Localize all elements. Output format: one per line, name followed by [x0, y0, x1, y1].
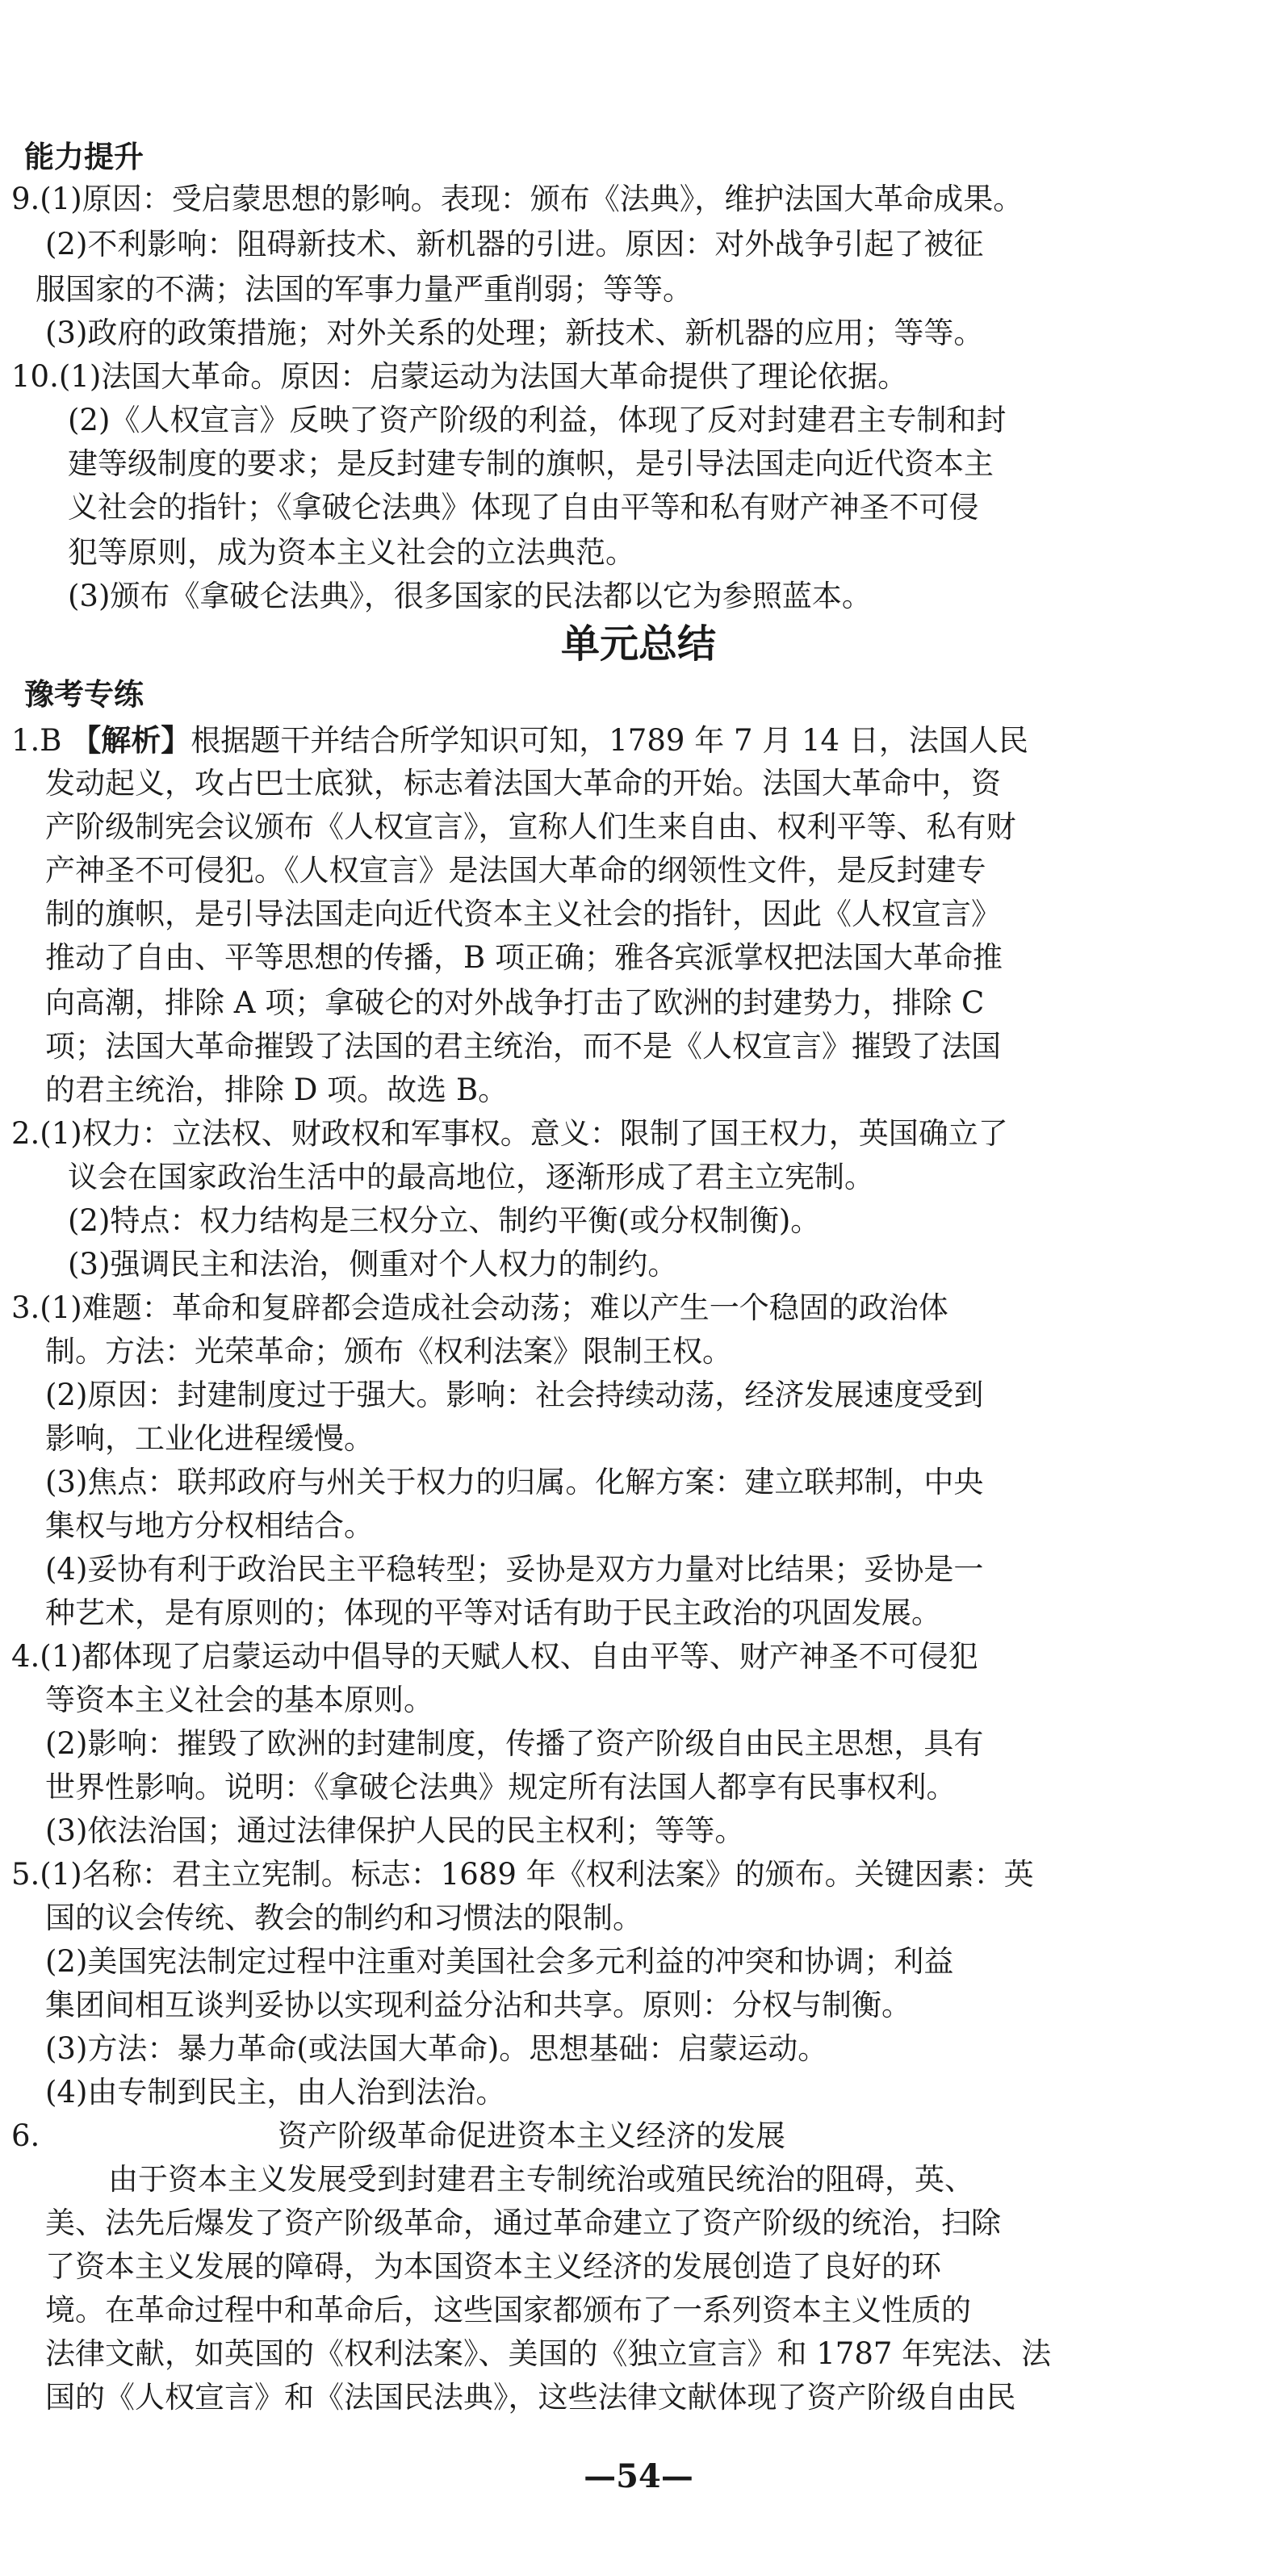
answer-line: 等资本主义社会的基本原则。 — [45, 1683, 433, 1717]
answer-line: (3)政府的政策措施；对外关系的处理；新技术、新机器的应用；等等。 — [45, 316, 984, 350]
answer-line: (2)不利影响：阻碍新技术、新机器的引进。原因：对外战争引起了被征 — [45, 227, 984, 261]
analysis-tag: 【解析】 — [71, 722, 191, 758]
answer-line: (2)《人权宣言》反映了资产阶级的利益，体现了反对封建君主专制和封 — [68, 403, 1007, 437]
answer-line: 义社会的指针；《拿破仑法典》体现了自由平等和私有财产神圣不可侵 — [68, 490, 979, 525]
answer-line: 美、法先后爆发了资产阶级革命，通过革命建立了资产阶级的统治，扫除 — [45, 2206, 1001, 2240]
page-number: —54— — [584, 2457, 693, 2495]
answer-line: 由于资本主义发展受到封建君主专制统治或殖民统治的阻碍，英、 — [108, 2162, 974, 2197]
answer-line: 种艺术，是有原则的；体现的平等对话有助于民主政治的巩固发展。 — [45, 1595, 941, 1630]
answer-line: (2)原因：封建制度过于强大。影响：社会持续动荡，经济发展速度受到 — [45, 1378, 984, 1412]
answer-line: 集权与地方分权相结合。 — [45, 1508, 374, 1543]
section-heading-henan-practice: 豫考专练 — [24, 677, 144, 712]
answer-line: 国的议会传统、教会的制约和习惯法的限制。 — [45, 1901, 643, 1935]
answer-line: 产神圣不可侵犯。《人权宣言》是法国大革命的纲领性文件，是反封建专 — [45, 853, 986, 888]
answer-line: 项；法国大革命摧毁了法国的君主统治，而不是《人权宣言》摧毁了法国 — [45, 1029, 1001, 1064]
section-heading-ability: 能力提升 — [24, 140, 144, 174]
answer-line: 的君主统治，排除 D 项。故选 B。 — [45, 1073, 509, 1107]
answer-line: 犯等原则，成为资本主义社会的立法典范。 — [68, 535, 635, 570]
answer-line: 9.(1)原因：受启蒙思想的影响。表现：颁布《法典》，维护法国大革命成果。 — [11, 182, 1024, 216]
answer-line — [11, 720, 1028, 761]
question-number: 1.B — [11, 723, 72, 758]
answer-line: 3.(1)难题：革命和复辟都会造成社会动荡；难以产生一个稳固的政治体 — [11, 1290, 948, 1325]
answer-line: 建等级制度的要求；是反封建专制的旗帜，是引导法国走向近代资本主 — [68, 446, 994, 481]
answer-line: 服国家的不满；法国的军事力量严重削弱；等等。 — [36, 272, 693, 307]
answer-line: 2.(1)权力：立法权、财政权和军事权。意义：限制了国王权力，英国确立了 — [11, 1116, 1008, 1151]
answer-line: (2)美国宪法制定过程中注重对美国社会多元利益的冲突和协调；利益 — [45, 1944, 954, 1979]
answer-line: 境。在革命过程中和革命后，这些国家都颁布了一系列资本主义性质的 — [45, 2293, 971, 2327]
section-title-unit-summary: 单元总结 — [560, 621, 716, 667]
answer-line: 制。方法：光荣革命；颁布《权利法案》限制王权。 — [45, 1334, 732, 1369]
answer-line: 集团间相互谈判妥协以实现利益分沾和共享。原则：分权与制衡。 — [45, 1988, 911, 2022]
answer-line: (3)强调民主和法治，侧重对个人权力的制约。 — [68, 1247, 678, 1282]
answer-line: (3)颁布《拿破仑法典》，很多国家的民法都以它为参照蓝本。 — [68, 579, 872, 613]
answer-line: (3)依法治国；通过法律保护人民的民主权利；等等。 — [45, 1813, 745, 1848]
answer-line: 10.(1)法国大革命。原因：启蒙运动为法国大革命提供了理论依据。 — [11, 359, 908, 394]
answer-line: (4)由专制到民主，由人治到法治。 — [45, 2075, 506, 2110]
answer-line: 了资本主义发展的障碍，为本国资本主义经济的发展创造了良好的环 — [45, 2249, 941, 2284]
essay-title: 资产阶级革命促进资本主义经济的发展 — [278, 2118, 785, 2153]
answer-line: 议会在国家政治生活中的最高地位，逐渐形成了君主立宪制。 — [68, 1160, 874, 1194]
answer-line: (2)影响：摧毁了欧洲的封建制度，传播了资产阶级自由民主思想，具有 — [45, 1726, 984, 1761]
answer-line: 产阶级制宪会议颁布《人权宣言》，宣称人们生来自由、权利平等、私有财 — [45, 809, 1016, 844]
answer-line: (4)妥协有利于政治民主平稳转型；妥协是双方力量对比结果；妥协是一 — [45, 1552, 984, 1587]
answer-line: 推动了自由、平等思想的传播，B 项正确；雅各宾派掌权把法国大革命推 — [45, 940, 1003, 975]
answer-line: 国的《人权宣言》和《法国民法典》，这些法律文献体现了资产阶级自由民 — [45, 2380, 1016, 2415]
answer-line: 制的旗帜，是引导法国走向近代资本主义社会的指针，因此《人权宣言》 — [45, 897, 1001, 931]
answer-line: 世界性影响。说明：《拿破仑法典》规定所有法国人都享有民事权利。 — [45, 1770, 957, 1804]
answer-line: 影响，工业化进程缓慢。 — [45, 1421, 374, 1456]
answer-line: 向高潮，排除 A 项；拿破仑的对外战争打击了欧洲的封建势力，排除 C — [45, 985, 985, 1020]
answer-line: 5.(1)名称：君主立宪制。标志：1689 年《权利法案》的颁布。关键因素：英 — [11, 1857, 1034, 1892]
answer-line: (3)焦点：联邦政府与州关于权力的归属。化解方案：建立联邦制，中央 — [45, 1465, 984, 1499]
question-number: 6. — [11, 2118, 40, 2153]
answer-line: 发动起义，攻占巴士底狱，标志着法国大革命的开始。法国大革命中，资 — [45, 766, 1001, 801]
answer-line: 4.(1)都体现了启蒙运动中倡导的天赋人权、自由平等、财产神圣不可侵犯 — [11, 1639, 978, 1674]
answer-line: 法律文献，如英国的《权利法案》、美国的《独立宣言》和 1787 年宪法、法 — [45, 2336, 1052, 2371]
answer-line: (3)方法：暴力革命(或法国大革命)。思想基础：启蒙运动。 — [45, 2031, 828, 2066]
analysis-text: 根据题干并结合所学知识可知，1789 年 7 月 14 日，法国人民 — [191, 723, 1028, 758]
answer-line: (2)特点：权力结构是三权分立、制约平衡(或分权制衡)。 — [68, 1203, 821, 1238]
